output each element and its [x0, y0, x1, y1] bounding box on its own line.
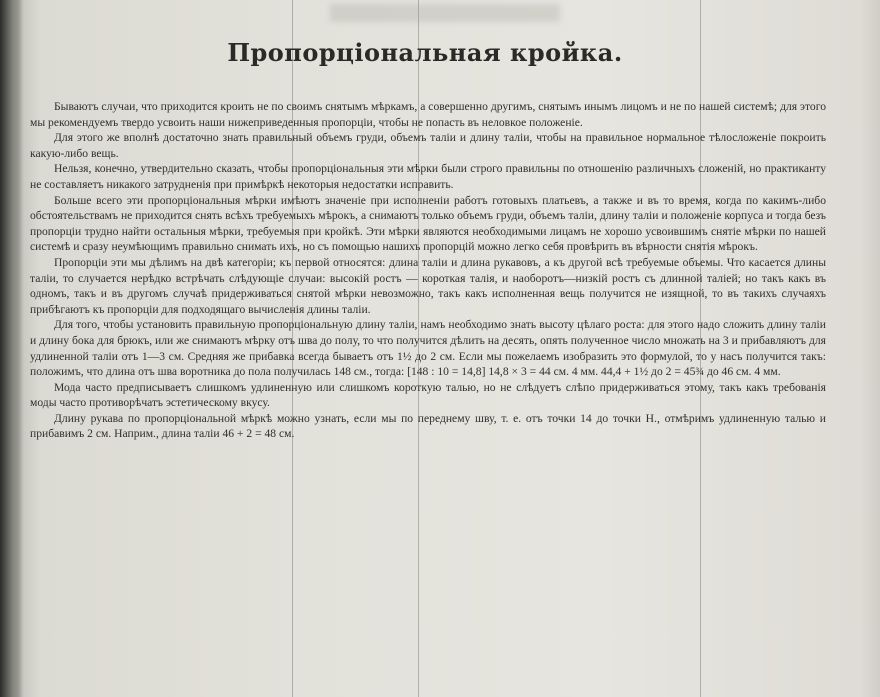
paragraph: Пропорціи эти мы дѣлимъ на двѣ категоріи; къ первой относятся: длина таліи и длина рукавовъ, а къ другой всѣ требуемые объемы. Что касается длины таліи, то случается нерѣдко встрѣчать слѣдующіе случаи: высокій ростъ — короткая талія, и наоборотъ—низкій ростъ съ длинной таліей; но такъ какъ въ одномъ, такъ и въ другомъ случаѣ придерживаться снятой мѣрки невозможно, такъ какъ исполненная вещь получится не изящной, то въ такихъ случаяхъ прибѣгаютъ къ пропорціи для подходящаго вычисленія длины таліи. [30, 255, 826, 316]
paragraph: Бываютъ случаи, что приходится кроить не по своимъ снятымъ мѣркамъ, а совершенно другимъ, снятымъ инымъ лицомъ и не по нашей системѣ; для этого мы рекомендуемъ твердо усвоить наши нижеприведенныя пропорціи, чтобы не попасть въ неловкое положеніе. [30, 100, 826, 129]
paragraph: Больше всего эти пропорціональныя мѣрки имѣютъ значеніе при исполненіи работъ готовыхъ платьевъ, а также и въ то время, когда по какимъ-либо обстоятельствамъ не приходится снять всѣхъ требуемыхъ мѣрокъ, а снимаютъ только объемъ груди, объемъ таліи, длину таліи и положеніе корпуса и тогда безъ пропорціи трудно найти остальныя мѣрки, требуемыя при кройкѣ. Эти мѣрки являются необходимыми лицамъ не хорошо усвоившимъ снятіе мѣрки по нашей системѣ и сразу неумѣющимъ правильно снимать ихъ, но съ помощью нашихъ пропорцій можно легко себя провѣрить въ вѣрности снятія мѣрокъ. [30, 193, 826, 254]
paragraph: Мода часто предписываетъ слишкомъ удлиненную или слишкомъ короткую талью, но не слѣдуетъ слѣпо придерживаться этому, такъ какъ требованія моды часто противорѣчатъ эстетическому вкусу. [30, 380, 826, 410]
book-binding-shadow [0, 0, 24, 697]
paragraph: Для этого же вполнѣ достаточно знать правильный объемъ груди, объемъ таліи и длину таліи, чтобы на правильное нормальное тѣлосложеніе покроить какую-либо вещь. [30, 131, 826, 160]
paragraph: Длину рукава по пропорціональной мѣркѣ можно узнать, если мы по переднему шву, т. е. отъ точки 14 до точки Н., отмѣримъ удлиненную талью и прибавимъ 2 см. Наприм., длина таліи 46 + 2 = 48 см. [30, 411, 826, 441]
document-body [30, 99, 826, 442]
paragraph: Для того, чтобы установить правильную пропорціональную длину таліи, намъ необходимо знать высоту цѣлаго роста: для этого надо сложить длину таліи и длину бока для брюкъ, или же снимаютъ мѣрку отъ шва до полу, то что получится дѣлить на десять, опять полученное число множать на 3 и прибавляютъ для удлиненной таліи отъ 1—3 см. Средняя же прибавка всегда бываетъ отъ 1½ до 2 см. Если мы пожелаемъ изобразить это формулой, то у насъ получится такъ: положимъ, что длина отъ шва воротника до пола получилась 148 см., тогда: [148 : 10 = 14,8] 14,8 × 3 = 44 см. 4 мм. 44,4 + 1½ до 2 = 45¾ до 46 см. 4 мм. [30, 318, 826, 379]
paragraph: Нельзя, конечно, утвердительно сказать, чтобы пропорціональныя эти мѣрки были строго правильны по отношенію различныхъ сложеній, но практиканту не составляетъ никакого затрудненія при примѣркѣ некоторыя недостатки исправить. [30, 162, 826, 191]
bleed-through-header [330, 4, 560, 22]
page-title: Пропорціональная кройка. [227, 38, 623, 67]
